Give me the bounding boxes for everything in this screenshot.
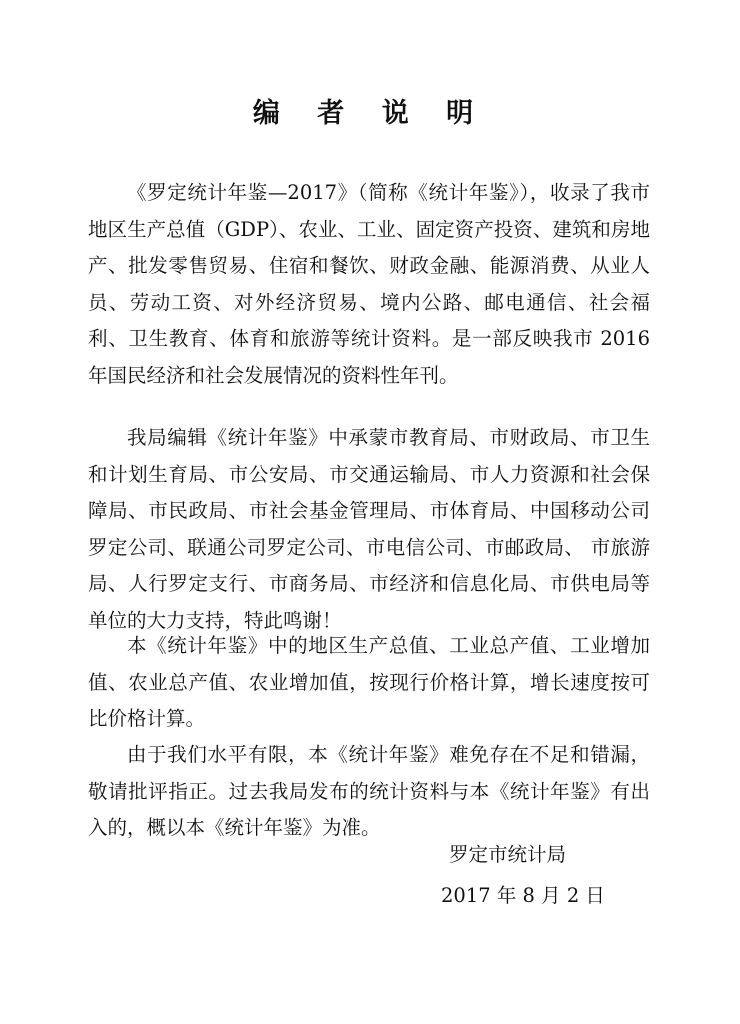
signature-organization: 罗定市统计局 (449, 843, 567, 866)
paragraph-pricing-note: 本《统计年鉴》中的地区生产总值、工业总产值、工业增加值、农业总产值、农业增加值，按现行价格计算，增长速度按可比价格计算。 (88, 634, 650, 730)
page-title: 编 者 说 明 (252, 98, 488, 129)
signature-date: 2017 年 8 月 2 日 (441, 884, 605, 907)
paragraph-intro: 《罗定统计年鉴—2017》（简称《统计年鉴》），收录了我市地区生产总值（GDP）、农业、工业、固定资产投资、建筑和房地产、批发零售贸易、住宿和餐饮、财政金融、能源消费、从业人员、劳动工资、对外经济贸易、境内公路、邮电通信、社会福利、卫生教育、体育和旅游等统计资料。是一部反映我市 2016 年国民经济和社会发展情况的资料性年刊。 (88, 181, 650, 387)
paragraph-disclaimer: 由于我们水平有限，本《统计年鉴》难免存在不足和错漏，敬请批评指正。过去我局发布的统计资料与本《统计年鉴》有出入的，概以本《统计年鉴》为准。 (88, 743, 650, 839)
paragraph-acknowledgement: 我局编辑《统计年鉴》中承蒙市教育局、市财政局、市卫生和计划生育局、市公安局、市交通运输局、市人力资源和社会保障局、市民政局、市社会基金管理局、市体育局、中国移动公司罗定公司、联通公司罗定公司、市电信公司、市邮政局、 市旅游局、人行罗定支行、市商务局、市经济和信息化局、市供电局等单位的大力支持，特此鸣谢！ (88, 426, 650, 632)
